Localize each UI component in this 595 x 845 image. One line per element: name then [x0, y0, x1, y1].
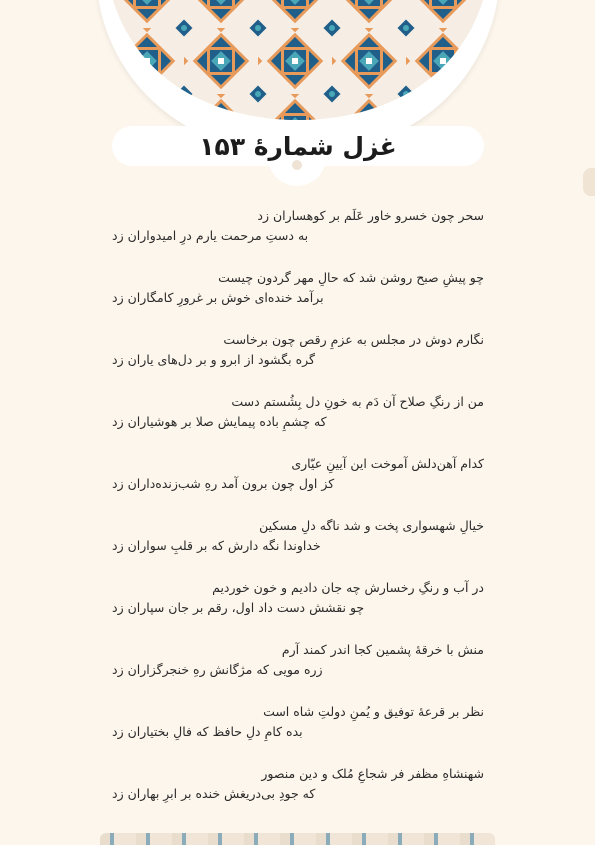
couplet	[112, 206, 484, 268]
couplet	[112, 702, 484, 764]
couplet	[112, 454, 484, 516]
poem-title: غزل شمارهٔ ۱۵۳	[199, 132, 397, 161]
couplet-second-line: که جودِ بی‌دریغش خنده بر ابرِ بهاران زد	[112, 786, 316, 801]
couplet-second-line: زره مویی که مژگانش رهِ خنجرگزاران زد	[112, 662, 323, 677]
couplet-second-line: به دستِ مرحمت یارم درِ امیدواران زد	[112, 228, 309, 243]
couplet-second-line: خداوندا نگه دارش که بر قلبِ سواران زد	[112, 538, 321, 553]
couplet-second-line: چو نقشش دست داد اول، رقم بر جان سپاران زد	[112, 600, 365, 615]
couplet-second-line: کز اول چون برون آمد رهِ شب‌زنده‌داران زد	[112, 476, 335, 491]
couplet	[112, 578, 484, 640]
couplet-first-line: نظر بر قرعهٔ توفیق و یُمنِ دولتِ شاه است	[263, 704, 484, 719]
couplet-first-line: کدام آهن‌دلش آموخت این آیینِ عیّاری	[291, 456, 484, 471]
couplet	[112, 516, 484, 578]
couplet	[112, 392, 484, 454]
couplet-first-line: من از رنگِ صلاح آن دَم به خونِ دل بِشُستم دست	[231, 394, 484, 409]
couplet-first-line: در آب و رنگِ رخسارش چه جان دادیم و خون خوردیم	[212, 580, 484, 595]
poem-body	[112, 206, 484, 826]
couplet-first-line: چو پیشِ صبح روشن شد که حالِ مهر گردون چیست	[218, 270, 484, 285]
tile-pattern	[110, 0, 486, 120]
couplet-first-line: نگارم دوش در مجلس به عزمِ رقص چون برخاست	[223, 332, 484, 347]
couplet	[112, 268, 484, 330]
couplet-second-line: که چشمِ باده پیمایش صلا بر هوشیاران زد	[112, 414, 327, 429]
footer-ornament	[100, 833, 495, 845]
couplet-first-line: خیالِ شهسواری پخت و شد ناگه دلِ مسکین	[259, 518, 484, 533]
corner-ornament	[583, 168, 595, 196]
couplet-first-line: سحر چون خسرو خاور عَلَم بر کوهساران زد	[257, 208, 484, 223]
couplet	[112, 330, 484, 392]
couplet-second-line: گره بگشود از ابرو و بر دل‌های یاران زد	[112, 352, 315, 367]
couplet	[112, 764, 484, 826]
couplet-second-line: بده کامِ دلِ حافظ که فالِ بختیاران زد	[112, 724, 303, 739]
couplet-first-line: شهنشاهِ مظفر فر شجاعِ مُلک و دین منصور	[261, 766, 484, 781]
couplet	[112, 640, 484, 702]
couplet-second-line: برآمد خنده‌ای خوش بر غرورِ کامگاران زد	[112, 290, 324, 305]
couplet-first-line: منش با خرقهٔ پشمین کجا اندر کمند آرم	[281, 642, 484, 657]
